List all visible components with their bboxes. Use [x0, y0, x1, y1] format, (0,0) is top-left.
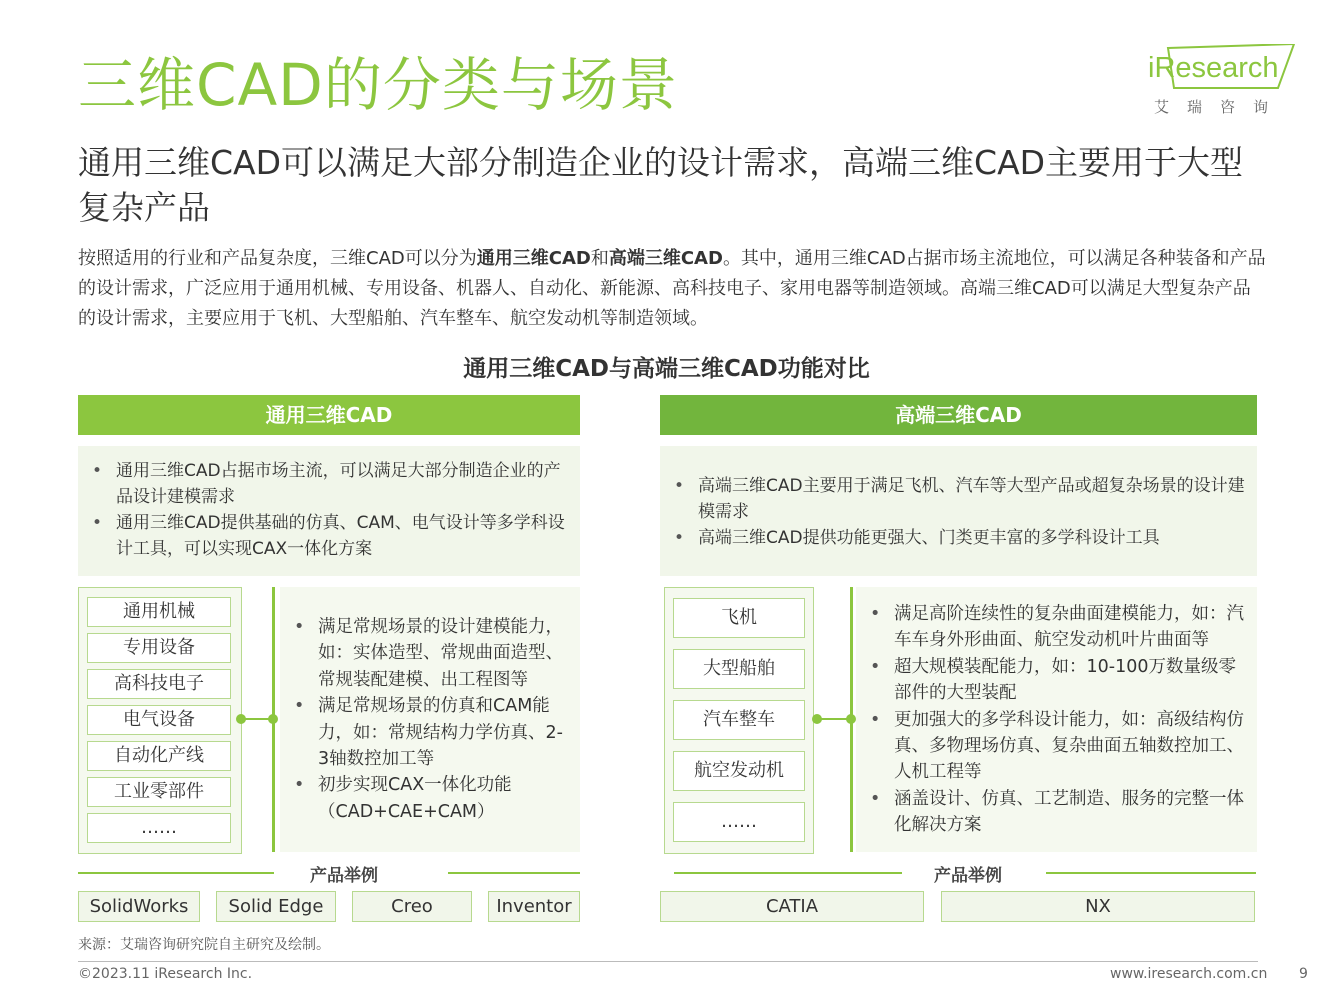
highend-features — [856, 587, 1257, 852]
general-feature-item: • 满足常规场景的设计建模能力，如：实体造型、常规曲面造型、常规装配建模、出工程图等 — [280, 614, 574, 693]
connector-line — [820, 718, 848, 720]
industry-item: 专用设备 — [87, 633, 231, 663]
industry-item: 电气设备 — [87, 705, 231, 735]
industry-item: 高科技电子 — [87, 669, 231, 699]
product-nx: NX — [941, 891, 1255, 922]
intro-bold-general: 通用三维CAD — [476, 248, 591, 269]
website-link[interactable]: www.iresearch.com.cn — [1110, 966, 1268, 982]
general-feature-item: • 满足常规场景的仿真和CAM能力，如：常规结构力学仿真、2-3轴数控加工等 — [280, 693, 574, 772]
industry-item: 汽车整车 — [673, 700, 805, 740]
products-divider-left — [674, 872, 902, 874]
product-creo: Creo — [352, 891, 472, 922]
highend-feature-item: • 更加强大的多学科设计能力，如：高级结构仿真、多物理场仿真、复杂曲面五轴数控加工、人机工程等 — [856, 707, 1249, 786]
highend-summary-item: • 高端三维CAD主要用于满足飞机、汽车等大型产品或超复杂场景的设计建模需求 — [660, 473, 1247, 525]
page-number: 9 — [1299, 966, 1308, 982]
general-industries — [78, 587, 242, 854]
products-divider-right — [1046, 872, 1256, 874]
general-summary-item: • 通用三维CAD占据市场主流，可以满足大部分制造企业的产品设计建模需求 — [78, 458, 570, 510]
industry-item: 航空发动机 — [673, 751, 805, 791]
industry-item: 飞机 — [673, 598, 805, 638]
industry-item: 自动化产线 — [87, 741, 231, 771]
footer-divider — [78, 961, 1258, 962]
general-products-label: 产品举例 — [310, 866, 378, 886]
general-features — [280, 587, 580, 852]
page-title: 三维CAD的分类与场景 — [78, 51, 678, 119]
products-divider-right — [448, 872, 580, 874]
source-note: 来源：艾瑞咨询研究院自主研究及绘制。 — [78, 937, 330, 953]
comparison-title: 通用三维CAD与高端三维CAD功能对比 — [463, 356, 870, 382]
connector-line — [244, 718, 270, 720]
industry-item: …… — [87, 813, 231, 843]
highend-feature-item: • 涵盖设计、仿真、工艺制造、服务的完整一体化解决方案 — [856, 786, 1249, 839]
industry-item: 通用机械 — [87, 597, 231, 627]
general-summary — [78, 446, 580, 576]
copyright: ©2023.11 iResearch Inc. — [78, 966, 253, 982]
highend-summary-item: • 高端三维CAD提供功能更强大、门类更丰富的多学科设计工具 — [660, 525, 1247, 551]
iresearch-logo — [1146, 44, 1296, 116]
industry-item: 大型船舶 — [673, 649, 805, 689]
highend-feature-item: • 超大规模装配能力，如：10-100万数量级零部件的大型装配 — [856, 654, 1249, 707]
general-summary-item: • 通用三维CAD提供基础的仿真、CAM、电气设计等多学科设计工具，可以实现CAX一体化方案 — [78, 510, 570, 562]
highend-industries — [664, 587, 814, 854]
logo-subtitle: 艾瑞咨询 — [1154, 98, 1287, 116]
product-inventor: Inventor — [488, 891, 580, 922]
product-catia: CATIA — [660, 891, 924, 922]
intro-bold-highend: 高端三维CAD — [608, 248, 723, 269]
connector-bracket — [850, 587, 853, 852]
highend-products-label: 产品举例 — [934, 866, 1002, 886]
highend-cad-header: 高端三维CAD — [660, 395, 1257, 435]
products-divider-left — [78, 872, 274, 874]
product-solidworks: SolidWorks — [78, 891, 200, 922]
intro-paragraph: 按照适用的行业和产品复杂度，三维CAD可以分为通用三维CAD和高端三维CAD。其中，通用三维CAD占据市场主流地位，可以满足各种装备和产品的设计需求，广泛应用于通用机械、专用设备、机器人、自动化、新能源、高科技电子、家用电器等制造领域。高端三维CAD可以满足大型复杂产品的设计需求，主要应用于飞机、大型船舶、汽车整车、航空发动机等制造领域。 — [78, 248, 1266, 329]
highend-feature-item: • 满足高阶连续性的复杂曲面建模能力，如：汽车车身外形曲面、航空发动机叶片曲面等 — [856, 601, 1249, 654]
highend-summary — [660, 446, 1257, 576]
logo-wordmark: iResearch — [1148, 52, 1279, 84]
connector-bracket — [272, 587, 275, 852]
industry-item: 工业零部件 — [87, 777, 231, 807]
general-cad-header: 通用三维CAD — [78, 395, 580, 435]
product-solid-edge: Solid Edge — [216, 891, 336, 922]
general-feature-item: • 初步实现CAX一体化功能（CAD+CAE+CAM） — [280, 772, 574, 825]
page-subtitle: 通用三维CAD可以满足大部分制造企业的设计需求，高端三维CAD主要用于大型复杂产品 — [78, 143, 1244, 227]
industry-item: …… — [673, 802, 805, 842]
